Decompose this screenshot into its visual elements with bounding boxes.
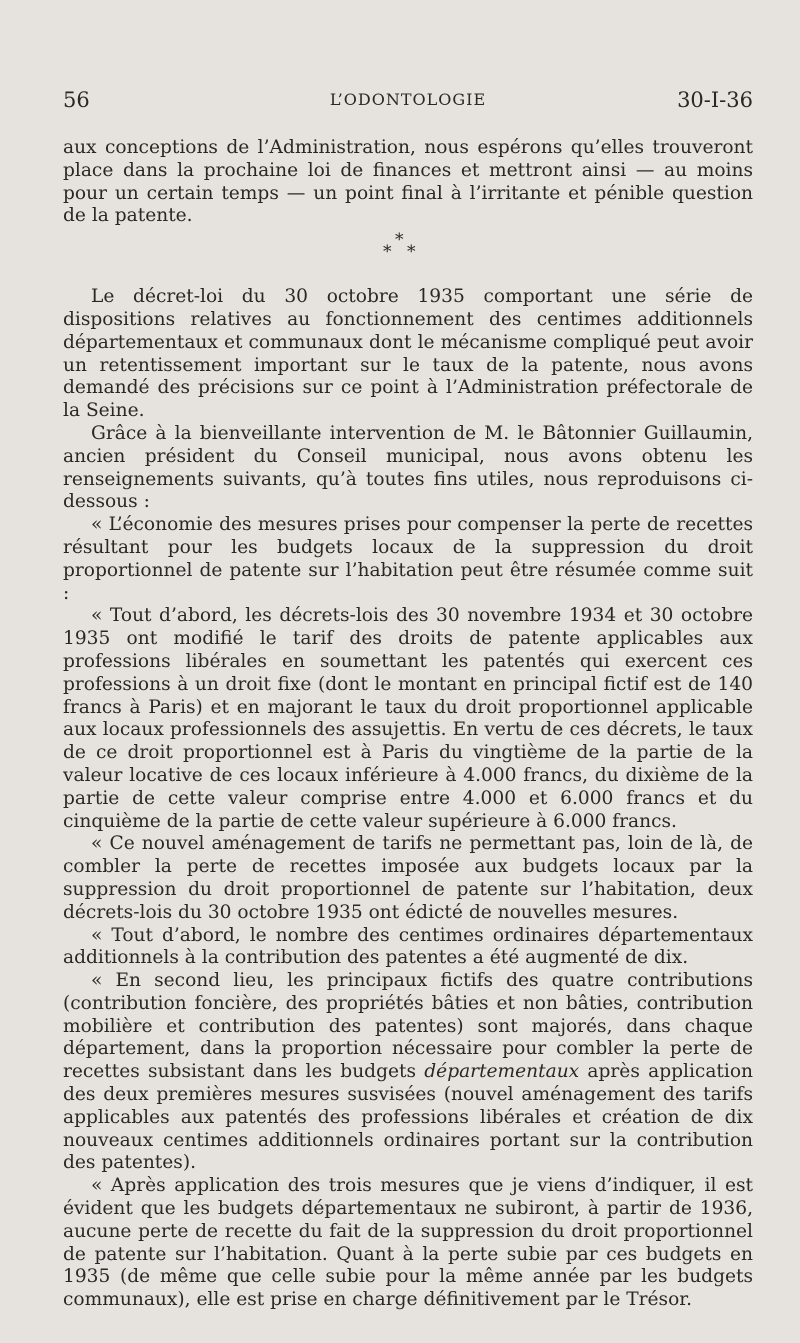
page-number: 56	[63, 88, 90, 112]
paragraph: Le décret-loi du 30 octobre 1935 comportant une série de dispositions relatives au fonctionnement des centimes additionnels départementaux et communaux dont le mécanisme compliqué peut avoir un retentissement important sur le taux de la patente, nous avons demandé des précisions sur ce point à l’Administration préfectorale de la Seine.	[63, 286, 753, 422]
paragraph-text: après application des deux premières mesures susvisées (nouvel aménagement des tarifs applicables aux patentés des professions libérales et création de dix nouveaux centimes additionnels ordinaires portant sur la contribution des patentes).	[63, 1061, 753, 1174]
journal-title: L’ODONTOLOGIE	[329, 90, 487, 109]
paragraph: « Ce nouvel aménagement de tarifs ne permettant pas, loin de là, de combler la perte de recettes imposée aux budgets locaux par la suppression du droit proportionnel de patente sur l’habitation, deux décrets-lois du 30 octobre 1935 ont édicté de nouvelles mesures.	[63, 833, 753, 923]
asterisk: *	[395, 230, 404, 251]
emphasis-text: départementaux	[424, 1061, 580, 1083]
paragraph	[63, 970, 753, 1175]
paragraph: Grâce à la bienveillante intervention de M. le Bâtonnier Guillaumin, ancien président du Conseil municipal, nous avons obtenu les renseignements suivants, qu’à toutes fins utiles, nous reproduisons ci-dessous :	[63, 422, 753, 513]
paragraph: « Tout d’abord, le nombre des centimes ordinaires départementaux additionnels à la contribution des patentes a été augmenté de dix.	[63, 924, 753, 969]
paragraph: « L’économie des mesures prises pour compenser la perte de recettes résultant pour les budgets locaux de la suppression du droit proportionnel de patente sur l’habitation peut être résumée comme suit :	[63, 514, 753, 604]
page-header	[63, 88, 753, 118]
asterisk: *	[383, 242, 392, 263]
paragraph: « Après application des trois mesures que je viens d’indiquer, il est évident que les budgets départementaux ne subiront, à partir de 1936, aucune perte de recette du fait de la suppression du droit proportionnel de patente sur l’habitation. Quant à la perte subie par ces budgets en 1935 (de même que celle subie pour la même année par les budgets communaux), elle est prise en charge définitivement par le Trésor.	[63, 1175, 753, 1311]
paragraph: « Tout d’abord, les décrets-lois des 30 novembre 1934 et 30 octobre 1935 ont modifié le tarif des droits de patente applicables aux professions libérales en soumettant les patentés qui exercent ces professions à un droit fixe (dont le montant en principal fictif est de 140 francs à Paris) et en majorant le taux du droit proportionnel applicable aux locaux professionnels des assujettis. En vertu de ces décrets, le taux de ce droit proportionnel est à Paris du vingtième de la partie de la valeur locative de ces locaux inférieure à 4.000 francs, du dixième de la partie de cette valeur comprise entre 4.000 et 6.000 francs et du cinquième de la partie de cette valeur supérieure à 6.000 francs.	[63, 605, 753, 832]
section-separator	[63, 230, 753, 280]
asterisk: *	[407, 242, 416, 263]
issue-date: 30-I-36	[677, 88, 753, 112]
paragraph: aux conceptions de l’Administration, nous espérons qu’elles trouveront place dans la prochaine loi de finances et mettront ainsi — au moins pour un certain temps — un point final à l’irritante et pénible question de la patente.	[63, 137, 753, 227]
article-body	[63, 137, 753, 1312]
paragraph-text: « En second lieu, les principaux fictifs des quatre contributions (contribution foncière, des propriétés bâties et non bâties, contribution mobilière et contribution des patentes) sont majorés, dans chaque département, dans la proportion nécessaire pour combler la perte de recettes subsistant dans les budgets	[63, 970, 753, 1083]
